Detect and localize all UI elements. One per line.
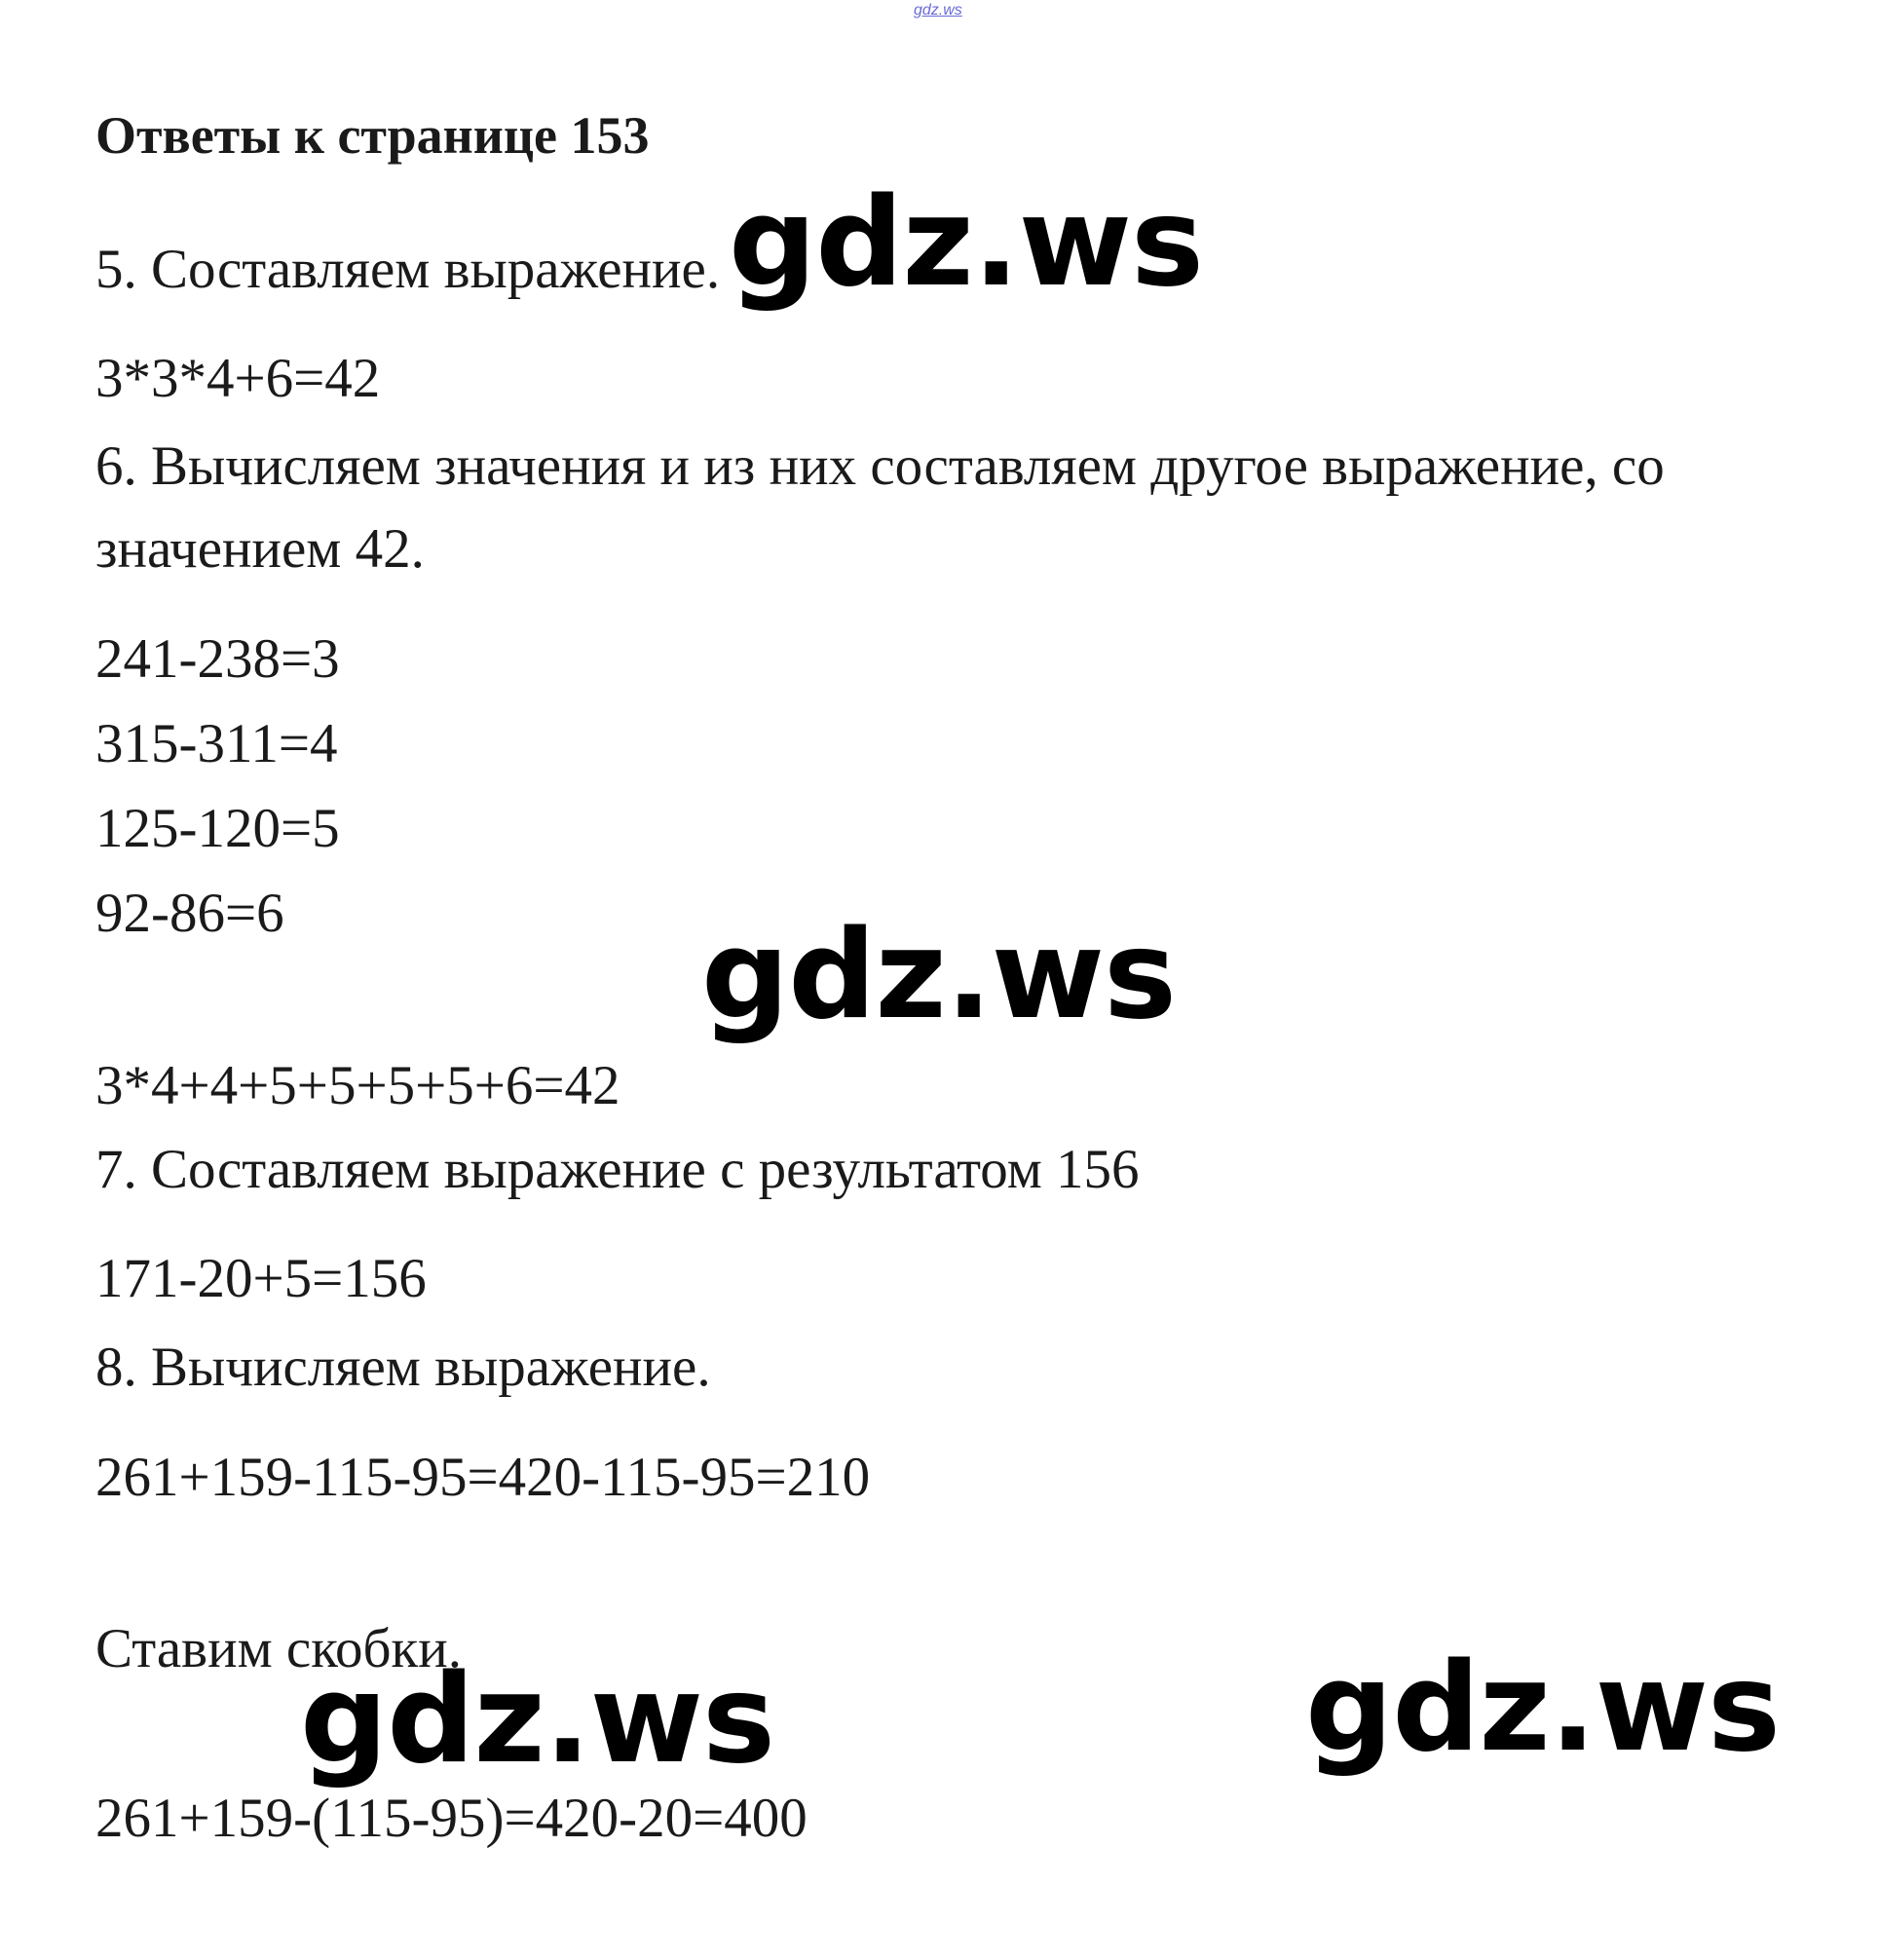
task-6-calc-2: 315-311=4 (95, 713, 338, 774)
task-6-calc-1: 241-238=3 (95, 628, 340, 690)
page-title: Ответы к странице 153 (95, 106, 650, 165)
task-6-text-line-1: 6. Вычисляем значения и из них составляем другое выражение, со (95, 435, 1665, 497)
task-8-brackets-text: Ставим скобки. (95, 1618, 462, 1679)
task-5-text: 5. Составляем выражение. (95, 239, 721, 300)
task-7-text: 7. Составляем выражение с результатом 156 (95, 1139, 1140, 1200)
source-link[interactable]: gdz.ws (914, 2, 962, 19)
watermark: gdz.ws (729, 170, 1203, 314)
task-6-calc-3: 125-120=5 (95, 798, 340, 859)
task-8-brackets-expression: 261+159-(115-95)=420-20=400 (95, 1788, 808, 1849)
task-8-text: 8. Вычисляем выражение. (95, 1337, 711, 1398)
watermark: gdz.ws (1305, 1636, 1780, 1779)
task-5-expression: 3*3*4+6=42 (95, 348, 381, 409)
watermark: gdz.ws (300, 1647, 774, 1790)
task-6-calc-4: 92-86=6 (95, 883, 284, 944)
task-7-expression: 171-20+5=156 (95, 1248, 427, 1309)
task-6-text-line-2: значением 42. (95, 518, 425, 580)
task-8-expression: 261+159-115-95=420-115-95=210 (95, 1447, 871, 1508)
watermark: gdz.ws (701, 903, 1176, 1046)
task-6-expression: 3*4+4+5+5+5+5+6=42 (95, 1055, 620, 1116)
